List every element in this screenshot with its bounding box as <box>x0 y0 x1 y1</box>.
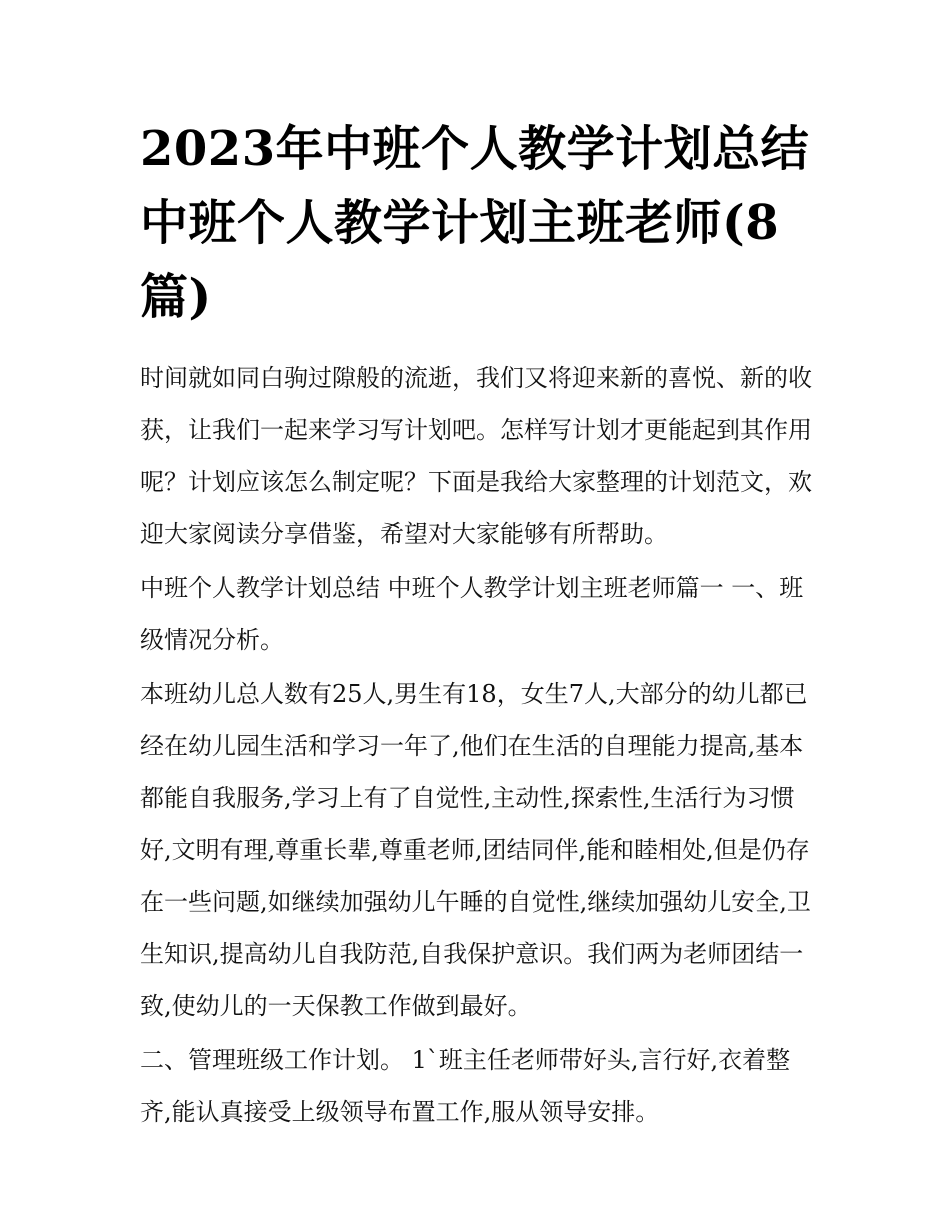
document-title: 2023年中班个人教学计划总结 中班个人教学计划主班老师(8篇) <box>140 121 810 325</box>
paragraph-management-plan: 二、管理班级工作计划。 1`班主任老师带好头,言行好,衣着整齐,能认真接受上级领导布置工作,服从领导安排。 <box>140 1046 791 1126</box>
document-body <box>140 352 820 1140</box>
paragraph-section-heading: 中班个人教学计划总结 中班个人教学计划主班老师篇一 一、班级情况分析。 <box>140 574 804 654</box>
paragraph-class-analysis: 本班幼儿总人数有25人,男生有18，女生7人,大部分的幼儿都已经在幼儿园生活和学习一年了,他们在生活的自理能力提高,基本都能自我服务,学习上有了自觉性,主动性,探索性,生活行为习惯好,文明有理,尊重长辈,尊重老师,团结同伴,能和睦相处,但是仍存在一些问题,如继续加强幼儿午睡的自觉性,继续加强幼儿安全,卫生知识,提高幼儿自我防范,自我保护意识。我们两为老师团结一致,使幼儿的一天保教工作做到最好。 <box>140 680 811 1020</box>
paragraph-intro: 时间就如同白驹过隙般的流逝，我们又将迎来新的喜悦、新的收获，让我们一起来学习写计划吧。怎样写计划才更能起到其作用呢？计划应该怎么制定呢？下面是我给大家整理的计划范文，欢迎大家阅读分享借鉴，希望对大家能够有所帮助。 <box>140 364 812 548</box>
